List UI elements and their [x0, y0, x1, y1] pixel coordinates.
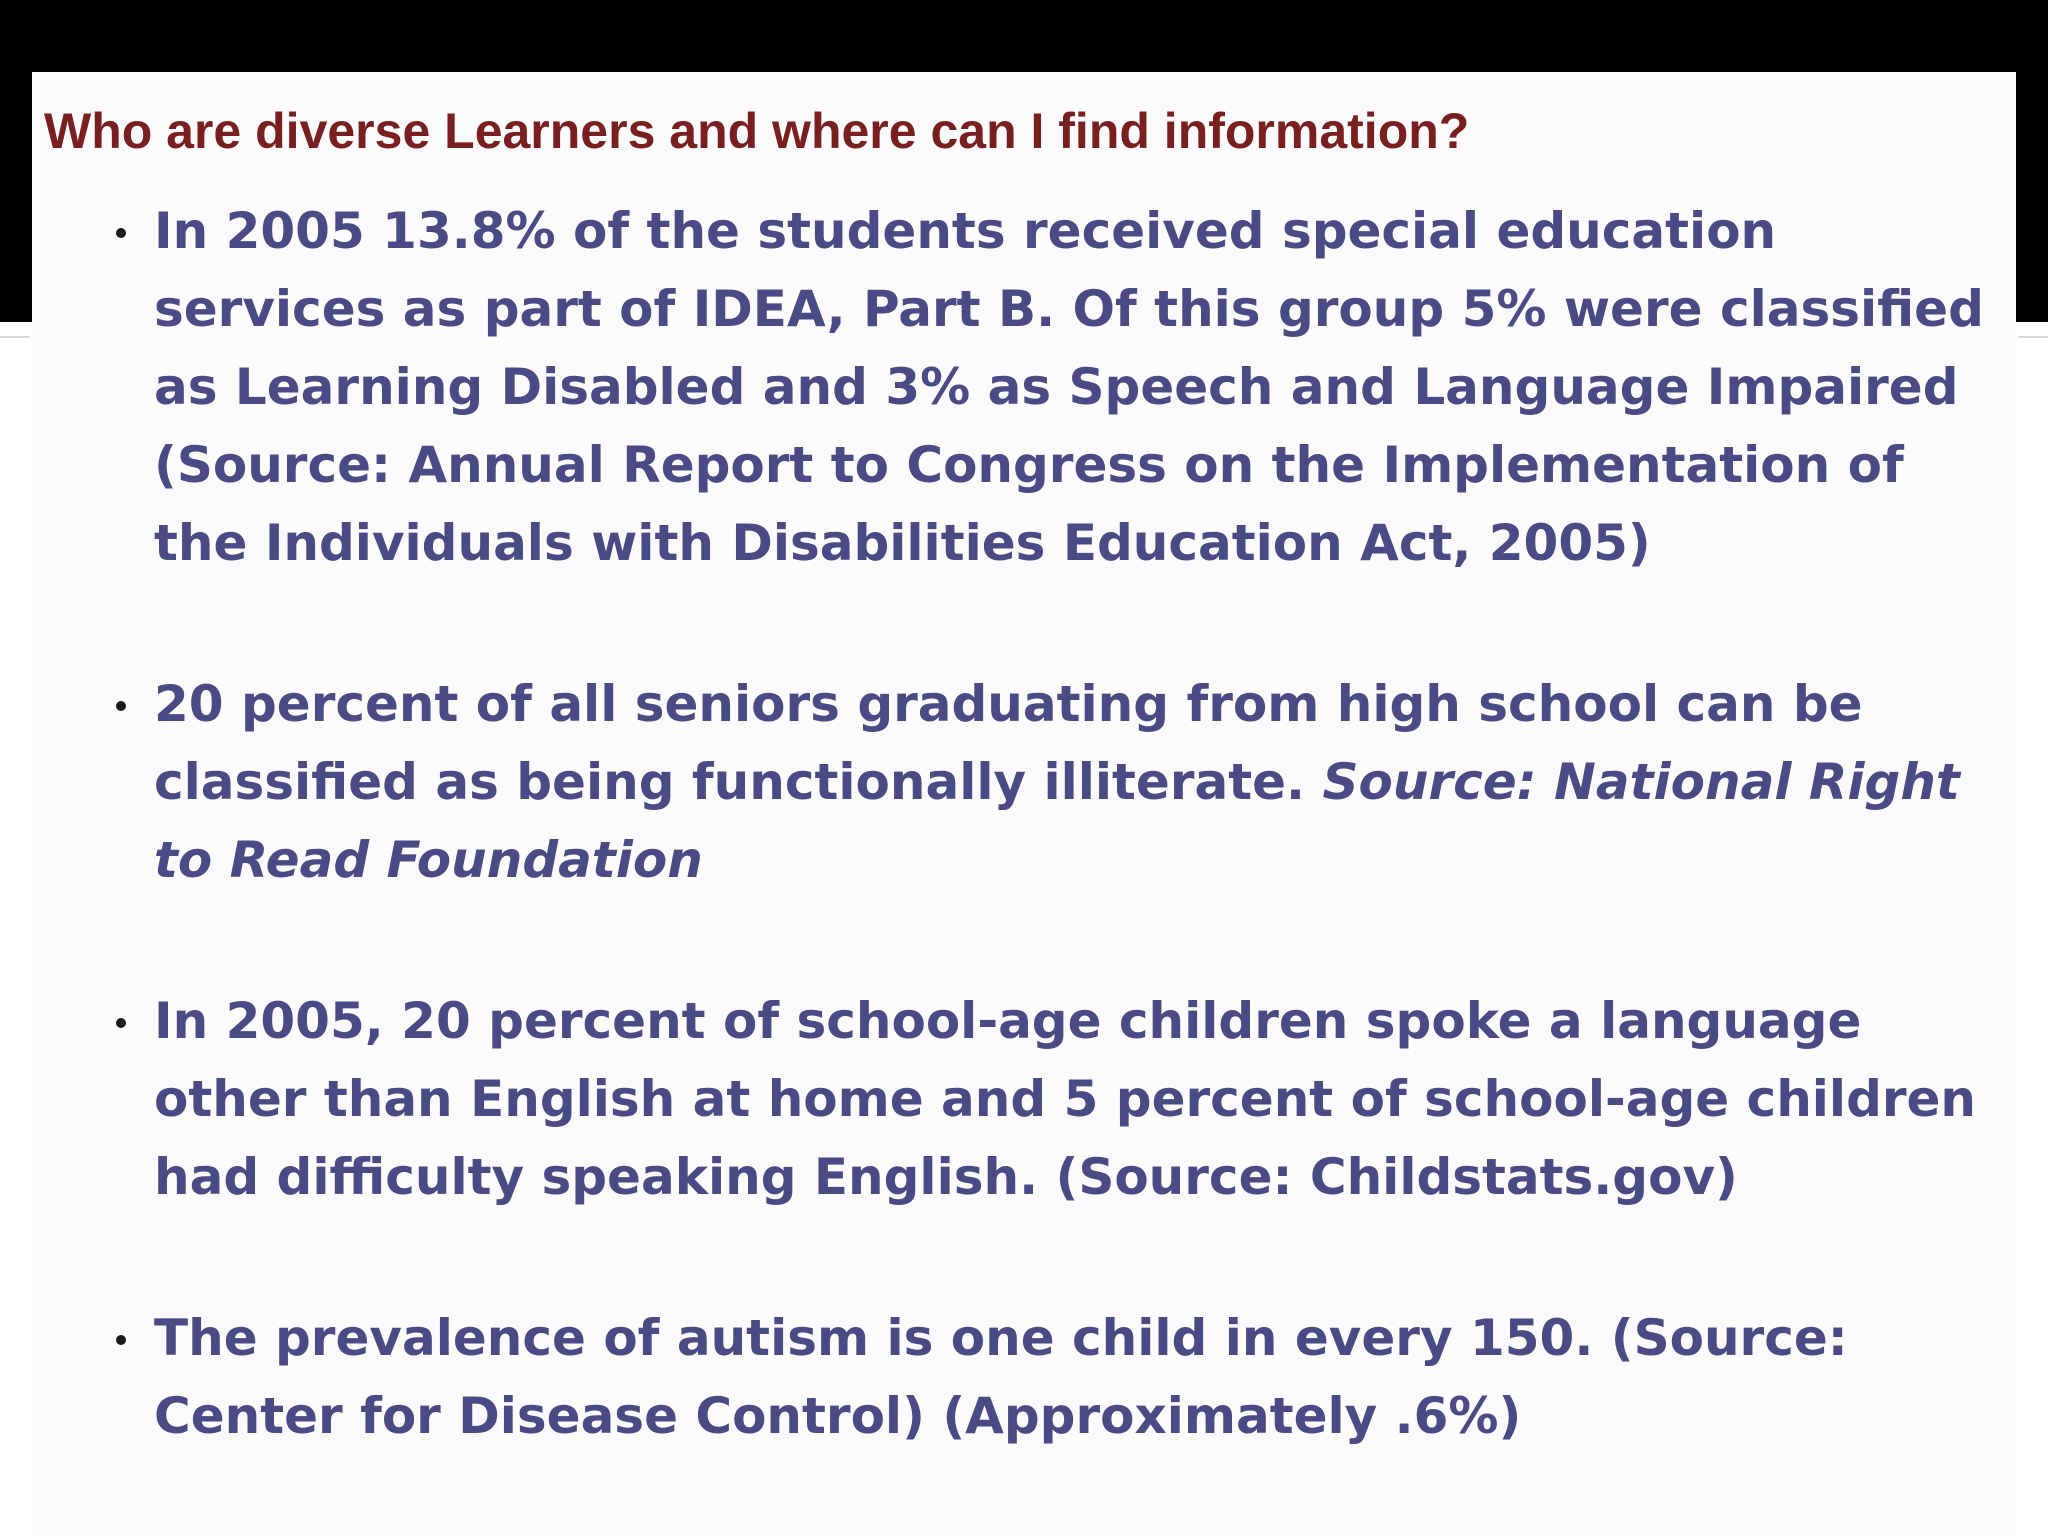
bullet-list	[116, 192, 2011, 1538]
left-black-border	[0, 72, 32, 322]
bullet-text: In 2005 13.8% of the students received special education services as part of IDEA, Part B. Of this group 5% were classified as Learning Disabled and 3% as Speech and Language Impaired (Source: Annual Report to Congress on the Implementation of the Individuals with Disabilities Education Act, 2005)	[154, 202, 1984, 572]
bullet-dot-icon	[116, 1018, 126, 1028]
bullet-language-at-home	[116, 982, 2011, 1216]
bullet-functional-illiteracy	[116, 665, 2011, 899]
bullet-text: The prevalence of autism is one child in every 150. (Source: Center for Disease Control) (Approximately .6%)	[154, 1309, 1848, 1445]
bullet-autism-prevalence	[116, 1299, 2011, 1455]
slide-title: Who are diverse Learners and where can I find information?	[44, 103, 1470, 159]
right-divider-line	[2018, 336, 2048, 338]
bullet-text: In 2005, 20 percent of school-age children spoke a language other than English at home and 5 percent of school-age children had difficulty speaking English. (Source: Childstats.gov)	[154, 992, 1977, 1206]
right-black-border	[2016, 72, 2048, 322]
bullet-text: 20 percent of all seniors graduating from high school can be classified as being functionally illiterate.	[154, 675, 1863, 811]
top-black-bar	[0, 0, 2048, 72]
bullet-dot-icon	[116, 228, 126, 238]
left-divider-line	[0, 336, 30, 338]
slide-content	[32, 72, 2016, 1536]
bullet-dot-icon	[116, 1335, 126, 1345]
bullet-special-education	[116, 192, 2011, 582]
bullet-dot-icon	[116, 701, 126, 711]
bullet-source-italic: Source: National Right to Read Foundation	[154, 753, 1960, 889]
